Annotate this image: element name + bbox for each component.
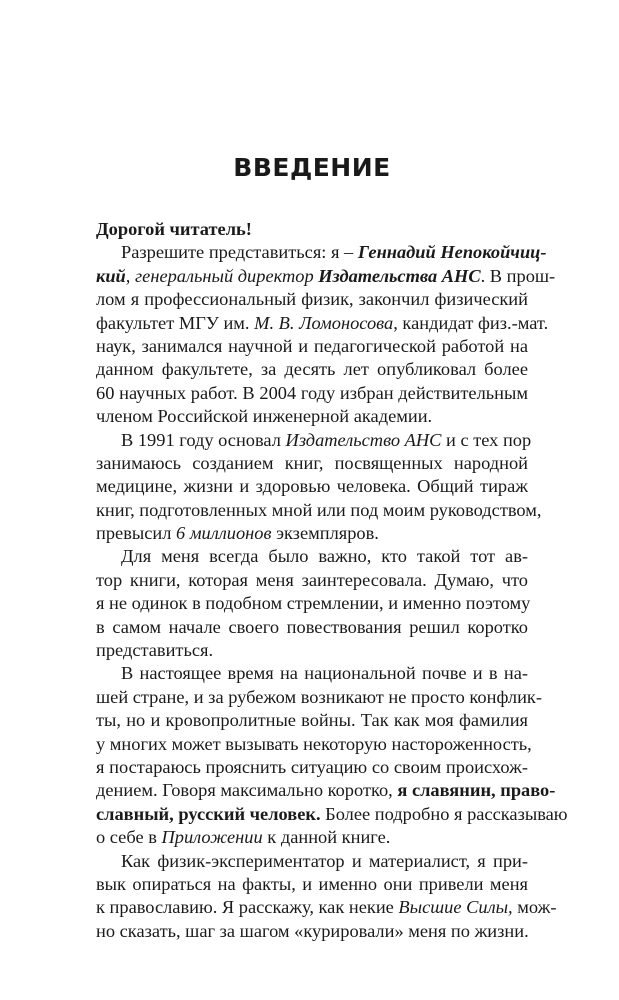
text-line (96, 475, 528, 498)
text-line (96, 312, 549, 335)
text-line (96, 639, 528, 662)
text-line (96, 850, 528, 873)
text-segment: . В прош- (480, 265, 556, 286)
text-segment: Для меня всегда было важно, кто такой тот ав- (121, 546, 528, 567)
text-segment: тор книги, которая меня заинтересовала. Думаю, что (96, 569, 528, 590)
text-segment: наук, занимался научной и педагогической работой на (96, 335, 528, 356)
text-line (96, 592, 531, 615)
text-segment: факультет МГУ им. (96, 312, 255, 333)
text-line (96, 616, 528, 639)
text-segment: М. В. Ломоносова (254, 312, 394, 333)
text-line (96, 709, 528, 732)
text-segment: книг, подготовленных мной или под моим руководством, (96, 499, 542, 520)
text-line (96, 896, 557, 919)
text-segment: вык опираться на факты, и именно они привели меня (96, 873, 528, 894)
text-segment: к православию. Я расскажу, как некие (96, 897, 399, 918)
text-line (96, 522, 528, 545)
text-segment: 60 научных работ. В 2004 году избран действительным (96, 382, 528, 403)
text-segment: превысил (96, 523, 177, 544)
text-segment: Издательство АНС (285, 429, 442, 450)
text-segment: ты, но и кровопролитные войны. Так как моя фамилия (96, 710, 528, 731)
text-segment: , (125, 265, 135, 286)
text-segment: В 1991 году основал (121, 429, 286, 450)
text-line (96, 803, 568, 826)
text-segment: генеральный директор (134, 265, 319, 286)
text-line (96, 826, 528, 849)
text-line (96, 779, 556, 802)
text-line (96, 569, 528, 592)
text-segment: 6 миллионов (176, 523, 272, 544)
text-line (96, 873, 528, 896)
text-segment: Геннадий Непокойчиц- (357, 242, 547, 263)
text-line (96, 241, 547, 264)
text-line (96, 452, 528, 475)
text-line (96, 686, 542, 709)
text-segment: дением. Говоря максимально коротко, (96, 780, 398, 801)
text-segment: я постараюсь прояснить ситуацию со своим происхож- (96, 756, 528, 777)
text-segment: представиться. (96, 640, 214, 661)
text-segment: членом Российской инженерной академии. (96, 406, 433, 427)
text-segment: Как физик-экспериментатор и материалист, я при- (121, 850, 528, 871)
text-line (96, 499, 542, 522)
text-segment: к данной книге. (262, 827, 391, 848)
text-segment: мож- (512, 897, 557, 918)
text-segment: у многих может вызывать некоторую настороженность, (96, 733, 532, 754)
text-segment: В настоящее время на национальной почве и в на- (121, 663, 528, 684)
text-segment: но сказать, шаг за шагом «курировали» меня по жизни. (96, 920, 529, 941)
text-segment: Приложении (161, 827, 263, 848)
text-segment: я не одинок в подобном стремлении, и именно поэтому (96, 593, 531, 614)
text-line (96, 288, 528, 311)
text-segment: кий (96, 265, 126, 286)
text-segment: в самом начале своего повествования решил коротко (96, 616, 528, 637)
greeting: Дорогой читатель! (96, 219, 252, 239)
text-line (96, 545, 528, 568)
chapter-heading: ВВЕДЕНИЕ (233, 153, 391, 182)
text-line (96, 662, 528, 685)
text-line (96, 358, 528, 381)
text-segment: экземпляров. (271, 523, 379, 544)
text-segment: лом я профессиональный физик, закончил физический (96, 289, 528, 310)
text-line (96, 920, 528, 943)
text-segment: я славянин, право- (397, 780, 556, 801)
text-segment: Издательства АНС (318, 265, 481, 286)
text-segment: и с тех пор (441, 429, 532, 450)
chapter-body (96, 218, 568, 943)
text-segment: о себе в (96, 827, 162, 848)
text-line (96, 429, 532, 452)
text-segment: данном факультете, за десять лет опубликовал более (96, 359, 528, 380)
text-segment: занимаюсь созданием книг, посвященных народной (96, 452, 528, 473)
text-segment: , кандидат физ.-мат. (393, 312, 549, 333)
text-line (96, 265, 556, 288)
text-line (96, 756, 528, 779)
text-line (96, 733, 532, 756)
text-segment: славный, русский человек. (96, 803, 321, 824)
text-segment: шей стране, и за рубежом возникают не просто конфлик- (96, 686, 542, 707)
text-line (96, 382, 528, 405)
text-segment: медицине, жизни и здоровью человека. Общий тираж (96, 476, 528, 497)
text-line (96, 405, 528, 428)
text-segment: Более подробно я рассказываю (320, 803, 568, 824)
text-segment: Высшие Силы, (398, 897, 513, 918)
text-line (96, 335, 528, 358)
text-segment: Разрешите представиться: я – (121, 242, 358, 263)
